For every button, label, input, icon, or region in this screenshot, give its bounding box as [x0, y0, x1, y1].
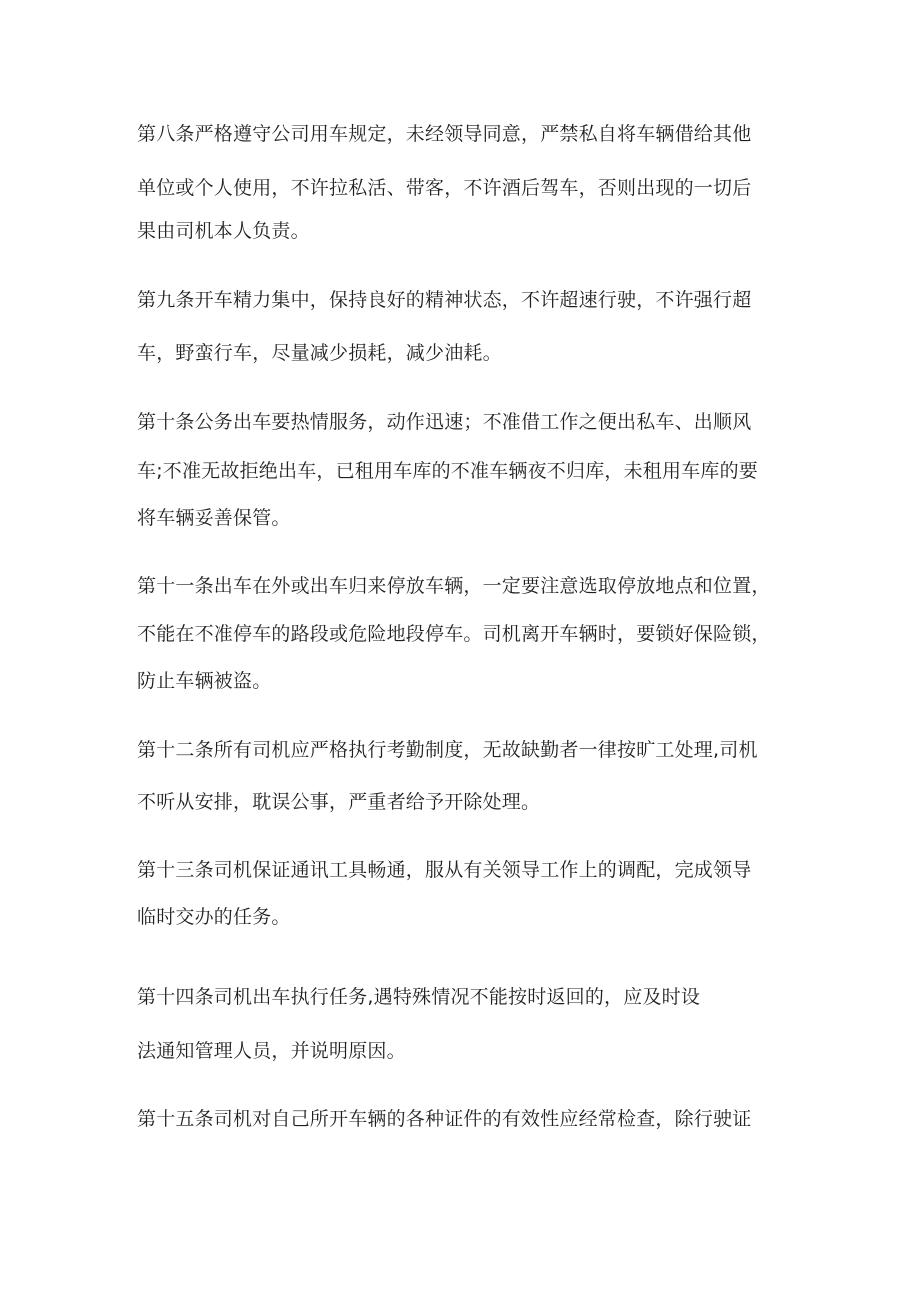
article-9-line-1: 第九条开车精力集中，保持良好的精神状态，不许超速行驶，不许强行超	[137, 289, 752, 311]
article-13-line-1: 第十三条司机保证通讯工具畅通，服从有关领导工作上的调配，完成领导	[137, 859, 752, 881]
article-8-line-1: 第八条严格遵守公司用车规定，未经领导同意，严禁私自将车辆借给其他	[137, 123, 752, 145]
article-12-line-1: 第十二条所有司机应严格执行考勤制度，无故缺勤者一律按旷工处理,司机	[137, 739, 758, 761]
article-13-line-2: 临时交办的任务。	[137, 906, 291, 928]
article-11-line-1: 第十一条出车在外或出车归来停放车辆，一定要注意选取停放地点和位置，	[137, 575, 771, 597]
article-11-line-3: 防止车辆被盗。	[137, 670, 272, 692]
article-8-line-3: 果由司机本人负责。	[137, 220, 310, 242]
article-9-line-2: 车，野蛮行车，尽量减少损耗，减少油耗。	[137, 342, 502, 364]
article-10-line-2: 车;不准无故拒绝出车，已租用车库的不准车辆夜不归库，未租用车库的要	[137, 460, 759, 482]
article-10-line-3: 将车辆妥善保管。	[137, 507, 291, 529]
article-8-line-2: 单位或个人使用，不许拉私活、带客，不许酒后驾车，否则出现的一切后	[137, 177, 752, 199]
article-15-line-1: 第十五条司机对自己所开车辆的各种证件的有效性应经常检查，除行驶证	[137, 1108, 752, 1130]
article-11-line-2: 不能在不准停车的路段或危险地段停车。司机离开车辆时，要锁好保险锁，	[137, 623, 771, 645]
article-14-line-2: 法通知管理人员，并说明原因。	[137, 1040, 406, 1062]
article-14-line-1: 第十四条司机出车执行任务,遇特殊情况不能按时返回的，应及时设	[137, 986, 701, 1008]
article-10-line-1: 第十条公务出车要热情服务，动作迅速；不准借工作之便出私车、出顺风	[137, 411, 752, 433]
article-12-line-2: 不听从安排，耽误公事，严重者给予开除处理。	[137, 791, 541, 813]
